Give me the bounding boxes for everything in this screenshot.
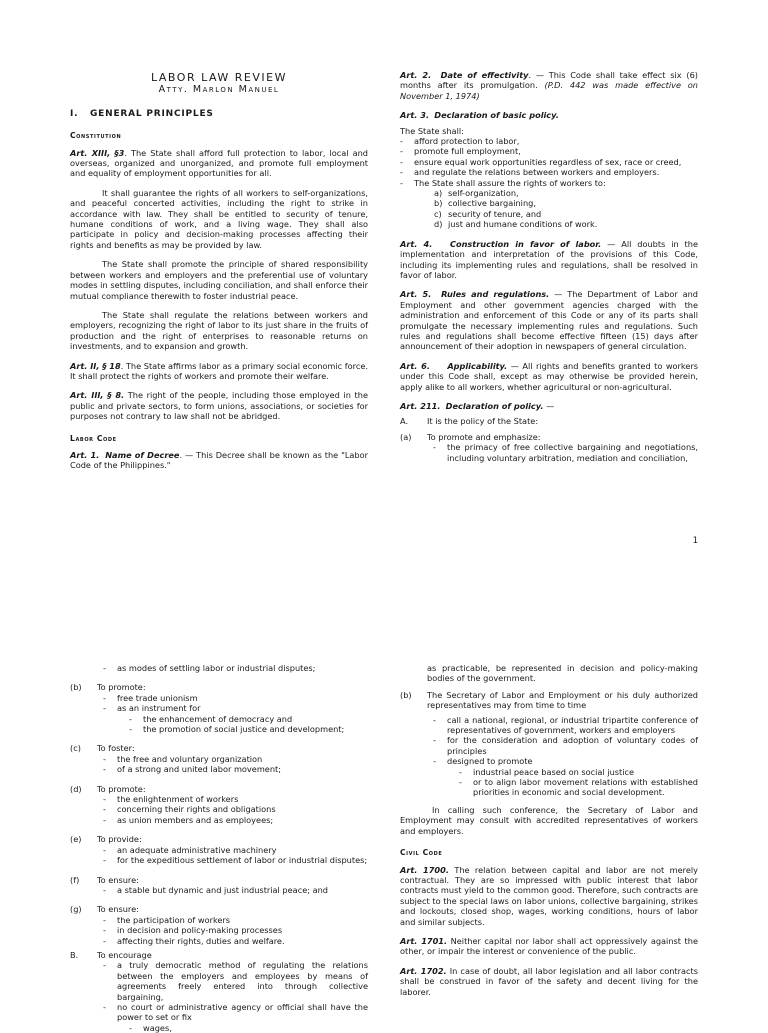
policy-item-b [70, 682, 368, 734]
const-art2-paragraph [70, 361, 368, 382]
list-label: d) [434, 219, 443, 230]
list-item: - the promotion of social justice and development; [129, 724, 368, 734]
list-item: - call a national, regional, or industrial tripartite conference of representatives of government, workers and employers [433, 715, 698, 736]
page2-left-column [70, 663, 368, 1033]
list-item [103, 1002, 368, 1033]
art1700-ref: Art. 1700. [400, 864, 449, 875]
policy-d-list [103, 794, 368, 825]
art1700-text: The relation between capital and labor are not merely contractual. They are so impressed with public interest that labor contracts must yield to the common good. Therefore, such contracts are subject to the special laws on labor unions, collective bargaining, strikes and lockouts, closed shop, wages, working conditions, hours of labor and similar subjects. [400, 864, 698, 927]
list-item: - the participation of workers [103, 915, 368, 925]
civil-code-heading: Civil Code [400, 848, 443, 858]
art3-list [400, 136, 698, 230]
list-label: (f) [70, 874, 80, 885]
list-item: - the free and voluntary organization [103, 754, 368, 764]
art3-ref: Art. 3. [400, 110, 430, 121]
list-label: a) [434, 188, 443, 199]
art4-ref: Art. 4. [400, 238, 433, 249]
const-art13-text: . The State shall afford full protection to labor, local and overseas, organized and unorganized, and promote full employment and equality of employment opportunities for all. [70, 147, 369, 179]
const-art13-paragraph [70, 148, 368, 179]
policy-B-list [103, 960, 368, 1033]
tripartite-item-b [400, 690, 698, 798]
art1702-ref: Art. 1702. [400, 965, 447, 976]
const-paragraph-3: The State shall promote the principle of shared responsibility between workers and employers and the preferential use of voluntary modes in settling disputes, including conciliation, and shall enforce their mutual compliance therewith to foster industrial peace. [70, 259, 368, 301]
list-item: - an adequate administrative machinery [103, 845, 368, 855]
list-item-text: collective bargaining, [448, 198, 536, 209]
list-item: - and regulate the relations between workers and employers. [400, 167, 698, 177]
art5-paragraph [400, 289, 698, 351]
const-paragraph-2: It shall guarantee the rights of all workers to self-organizations, and peaceful concerted activities, including the right to strike in accordance with law. They shall be entitled to security of tenure, humane conditions of work, and a living wage. They shall also participate in policy and decision-making processes affecting their rights and benefits as may be provided by law. [70, 187, 368, 250]
document-page-2 [0, 655, 768, 1033]
art4-name: Construction in favor of labor. [449, 238, 602, 249]
const-art3-paragraph [70, 390, 368, 421]
list-item-text: To ensure: [97, 874, 139, 885]
list-item-text: To promote: [97, 783, 146, 794]
list-item: - in decision and policy-making processes [103, 925, 368, 935]
policy-g-list [103, 915, 368, 946]
document-author: Atty. Marlon Manuel [158, 84, 280, 96]
list-label: A. [400, 416, 409, 427]
list-item: - free trade unionism [103, 693, 368, 703]
art2-paragraph [400, 70, 698, 101]
list-label: (a) [400, 431, 412, 442]
list-label: (b) [400, 689, 412, 700]
page-number: 1 [692, 536, 698, 546]
art211-dash: — [543, 400, 555, 411]
art211-a-list [433, 442, 698, 463]
art1701-paragraph [400, 936, 698, 957]
list-item-text: To promote and emphasize: [427, 431, 541, 442]
art1700-paragraph [400, 865, 698, 927]
list-item [433, 756, 698, 798]
list-item: - ensure equal work opportunities regardless of sex, race or creed, [400, 157, 698, 167]
art1-name: Name of Decree [105, 449, 180, 460]
list-label: (e) [70, 834, 82, 845]
list-item-text: To encourage [97, 949, 152, 960]
continued-list [103, 663, 368, 673]
list-item: - the primacy of free collective bargaining and negotiations, including voluntary arbitration, mediation and conciliation, [433, 442, 698, 463]
continued-item [70, 663, 368, 673]
list-item: - afford protection to labor, [400, 136, 698, 146]
list-item: - the enlightenment of workers [103, 794, 368, 804]
policy-B-sublist [129, 1023, 368, 1033]
list-item [400, 178, 698, 230]
art2-note: (P.D. 442 was made effective on November 1, 1974) [400, 80, 698, 101]
list-item: - of a strong and united labor movement; [103, 764, 368, 774]
art1701-ref: Art. 1701. [400, 935, 448, 946]
list-item [103, 703, 368, 734]
list-item-text: To promote: [97, 682, 146, 693]
list-item-text: self-organization, [448, 188, 519, 199]
continued-text: as practicable, be represented in decision and policy-making bodies of the government. [427, 663, 698, 684]
const-art13-ref: Art. XIII, §3 [70, 147, 125, 158]
policy-item-g [70, 904, 368, 946]
section-heading [70, 109, 368, 119]
conference-paragraph: In calling such conference, the Secretary of Labor and Employment may consult with accredited representatives of workers and employers. [400, 804, 698, 836]
policy-f-list [103, 885, 368, 895]
list-item: - as modes of settling labor or industrial disputes; [103, 663, 368, 673]
continued-paragraph [400, 663, 698, 684]
art6-ref: Art. 6. [400, 360, 430, 371]
art3-heading [400, 110, 698, 120]
list-item-text: designed to promote [447, 756, 533, 767]
const-art3-text: The right of the people, including those employed in the public and private sectors, to form unions, associations, or societies for purposes not contrary to law shall not be abridged. [70, 390, 368, 422]
section-number: I. [70, 108, 79, 119]
list-item: - or to align labor movement relations with established priorities in economic and social development. [459, 777, 698, 798]
const-art3-ref: Art. III, § 8. [70, 390, 125, 401]
page1-left-column [70, 70, 368, 471]
list-item-text: security of tenure, and [448, 208, 542, 219]
art211-heading [400, 401, 698, 411]
tripartite-sublist [459, 767, 698, 798]
list-item: - as union members and as employees; [103, 815, 368, 825]
list-label: (d) [70, 783, 82, 794]
labor-code-heading: Labor Code [70, 433, 117, 443]
list-item-text: To ensure: [97, 904, 139, 915]
list-item: - for the consideration and adoption of voluntary codes of principles [433, 735, 698, 756]
art3-intro: The State shall: [400, 125, 464, 136]
policy-item-B [70, 950, 368, 1033]
const-paragraph-4: The State shall regulate the relations between workers and employers, recognizing the right of labor to its just share in the fruits of production and the right of enterprises to reasonable returns on investments, and to expansion and growth. [70, 309, 368, 352]
policy-e-list [103, 845, 368, 866]
art6-text: — All rights and benefits granted to workers under this Code shall, except as may otherwise be provided herein, apply alike to all workers, whether agricultural or non-agricultural. [400, 360, 699, 392]
list-item-text: To foster: [97, 743, 135, 754]
list-item [434, 219, 698, 229]
art1-text: . — This Decree shall be known as the "Labor Code of the Philippines." [70, 449, 368, 471]
list-item: - concerning their rights and obligations [103, 804, 368, 814]
list-item: - for the expeditious settlement of labor or industrial disputes; [103, 855, 368, 865]
art1-paragraph [70, 450, 368, 471]
tripartite-list [433, 715, 698, 798]
policy-c-list [103, 754, 368, 775]
art2-ref: Art. 2. [400, 70, 432, 80]
art4-paragraph [400, 239, 698, 281]
list-item [434, 188, 698, 198]
art5-name: Rules and regulations. [441, 289, 550, 300]
list-item-text: The Secretary of Labor and Employment or his duly authorized representatives may from time to time [427, 689, 698, 711]
list-label: b) [434, 198, 443, 209]
list-label: (g) [70, 904, 82, 915]
list-item: - promote full employment, [400, 146, 698, 156]
list-label: (c) [70, 743, 81, 754]
list-item: - a stable but dynamic and just industrial peace; and [103, 885, 368, 895]
policy-item-c [70, 743, 368, 774]
art5-text: — The Department of Labor and Employment and other government agencies charged with the administration and enforcement of this Code or any of its parts shall promulgate the necessary implementing rules and regulations. Such rules and regulations shall become effective fifteen (15) days after announcement of their adoption in newspapers of general circulation. [400, 289, 698, 352]
list-label: B. [70, 949, 79, 960]
const-art2-text: . The State affirms labor as a primary social economic force. It shall protect the rights of workers and promote their welfare. [70, 360, 368, 381]
list-label: (b) [70, 682, 82, 693]
art211-name: Declaration of policy. [445, 400, 544, 411]
art2-name: Date of effectivity [440, 70, 529, 80]
art2-text: . — This Code shall take effect six (6) months after its promulgation. [400, 70, 698, 91]
list-item: - wages, [129, 1023, 368, 1033]
policy-item-e [70, 834, 368, 865]
list-item: - the enhancement of democracy and [129, 714, 368, 724]
page2-right-column [400, 663, 698, 997]
list-item [434, 198, 698, 208]
list-item-text: It is the policy of the State: [427, 416, 539, 427]
art1702-paragraph [400, 966, 698, 997]
const-art2-ref: Art. II, § 18 [70, 360, 121, 371]
art1701-text: Neither capital nor labor shall act oppressively against the other, or impair the interest or convenience of the public. [400, 935, 698, 957]
art1702-text: In case of doubt, all labor legislation and all labor contracts shall be construed in favor of the safety and decent living for the laborer. [400, 965, 698, 997]
list-item-text: just and humane conditions of work. [448, 219, 598, 230]
art1-ref: Art. 1. [70, 449, 100, 460]
policy-item-d [70, 784, 368, 826]
art5-ref: Art. 5. [400, 289, 432, 300]
art211-ref: Art. 211. [400, 400, 441, 411]
list-item: - a truly democratic method of regulating the relations between the employers and employees by means of agreements freely entered into through collective bargaining, [103, 960, 368, 1002]
section-title: GENERAL PRINCIPLES [90, 108, 214, 119]
policy-b-sublist [129, 714, 368, 735]
list-item-text: The State shall assure the rights of workers to: [414, 177, 606, 188]
policy-item-f [70, 875, 368, 896]
list-item [434, 209, 698, 219]
art3-name: Declaration of basic policy. [434, 110, 559, 121]
art211-a [400, 432, 698, 463]
constitution-heading: Constitution [70, 131, 122, 141]
art6-paragraph [400, 361, 698, 392]
art6-name: Applicability. [447, 360, 508, 371]
list-item-text: To provide: [97, 834, 142, 845]
policy-b-list [103, 693, 368, 735]
art3-sublist [414, 188, 698, 230]
list-item: - affecting their rights, duties and welfare. [103, 936, 368, 946]
list-item-text: as an instrument for [117, 703, 201, 714]
list-item-text: no court or administrative agency or official shall have the power to set or fix [117, 1001, 368, 1023]
document-title: LABOR LAW REVIEW [151, 71, 287, 84]
list-label: c) [434, 208, 442, 219]
art211-A [400, 416, 698, 426]
page1-right-column [400, 70, 698, 463]
list-item: - industrial peace based on social justice [459, 767, 698, 777]
art4-text: — All doubts in the implementation and interpretation of the provisions of this Code, including its implementing rules and regulations, shall be resolved in favor of labor. [400, 238, 698, 280]
